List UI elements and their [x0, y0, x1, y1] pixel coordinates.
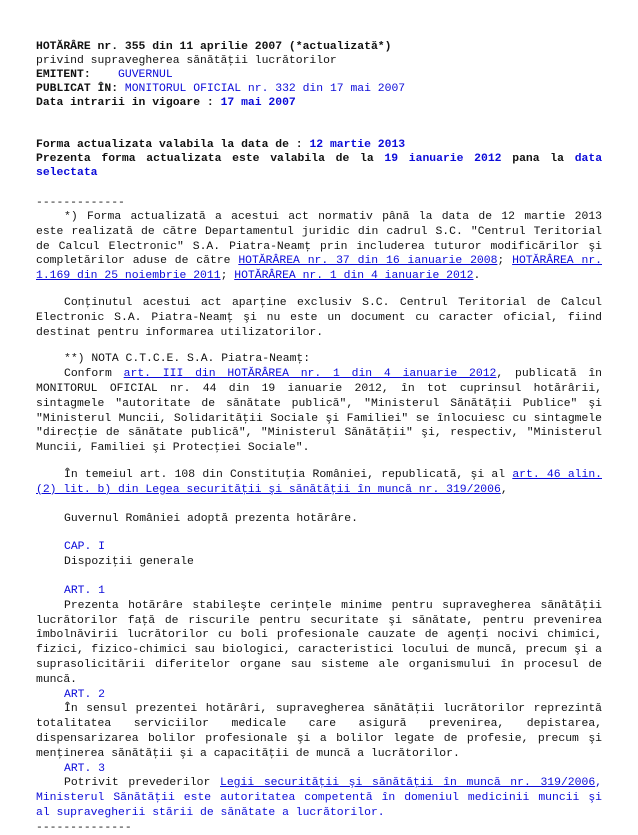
note-sep-1: ;: [497, 255, 513, 268]
version-range: [36, 152, 602, 180]
emitent-label: EMITENT:: [36, 69, 91, 81]
chapter-1-title: Dispoziţii generale: [64, 556, 194, 569]
article-1-text: Prezenta hotărâre stabileşte cerinţele minime pentru supravegherea sănătăţii lucrătorilor faţă de riscurile pentru securitate şi sănătate, pentru prevenirea îmbolnăvirii lucrătorilor cu boli profesionale cauzate de agenţi nocivi chimici, fizici, fizico-chimici sau biologici, caracteristici locului de muncă, precum şi a suprasolicitării diferitelor organe sau sisteme ale organismului în procesul de muncă.: [36, 599, 602, 686]
version-info: [36, 138, 602, 180]
note-sep-2: ;: [220, 270, 235, 283]
link-art-iii-hotarare-1-2012[interactable]: art. III din HOTĂRÂREA nr. 1 din 4 ianuarie 2012: [123, 368, 497, 381]
link-legea-319-2006[interactable]: Legii securităţii şi sănătăţii în muncă nr. 319/2006: [220, 777, 596, 790]
document: [36, 40, 602, 835]
separator-top: -------------: [36, 197, 125, 209]
version-range-b: pana la: [512, 153, 564, 165]
publicat-value: MONITORUL OFICIAL nr. 332 din 17 mai 2007: [124, 83, 406, 95]
publicat-label: PUBLICAT ÎN:: [36, 83, 119, 95]
temei-text-a: În temeiul art. 108 din Constituţia României, republicată, şi al: [64, 468, 513, 481]
version-range-a: Prezenta forma actualizata este valabila de la: [36, 153, 374, 165]
article-3: [36, 762, 602, 821]
note-end: .: [473, 270, 481, 283]
note-actualizare-text: *) Forma actualizată a acestui act normativ până la data de 12 martie 2013 este realizată de către Departamentul juridic din cadrul S.C. "Centrul Teritorial de Calcul Electronic" S.A. Piatra-Neamţ prin includerea tuturor modificărilor şi completărilor aduse de către: [36, 211, 602, 268]
nota-text-b: , publicată în MONITORUL OFICIAL nr. 44 din 19 ianuarie 2012, în tot cuprinsul hotărârii, sintagmele "autoritate de sănătate publică", "Ministerul Sănătăţii Publice" şi "Ministerul Muncii, Solidarităţii Sociale şi Familiei" se înlocuiesc cu sintagmele "direcţie de sănătate publică", "Ministerul Sănătăţii" şi, respectiv, "Ministerul Muncii, Familiei şi Protecţiei Sociale".: [36, 368, 603, 455]
document-title: HOTĂRÂRE nr. 355 din 11 aprilie 2007 (*actualizată*): [36, 41, 392, 53]
note-actualizare: [36, 210, 602, 284]
article-3-text-a: Potrivit prevederilor: [64, 777, 221, 790]
link-hotarare-1169-2011[interactable]: HOTĂRÂREA nr. 1.169 din 25 noiembrie 2011: [36, 255, 602, 283]
intrare-value: 17 mai 2007: [220, 97, 296, 109]
article-3-label: ART. 3: [64, 762, 106, 775]
link-hotarare-37-2008[interactable]: HOTĂRÂREA nr. 37 din 16 ianuarie 2008: [238, 255, 498, 268]
chapter-1-label: CAP. I: [64, 541, 106, 554]
version-label: Forma actualizata valabila la data de :: [36, 139, 303, 151]
document-header: [36, 40, 602, 110]
nota-text-a: Conform: [64, 368, 124, 381]
temei-legal: [36, 468, 602, 498]
version-date-row: [36, 138, 602, 152]
link-art-46-legea-319-2006[interactable]: art. 46 alin. (2) lit. b) din Legea securităţii şi sănătăţii în muncă nr. 319/2006: [36, 468, 602, 496]
temei-text-b: ,: [500, 483, 508, 496]
document-subtitle: privind supravegherea sănătăţii lucrătorilor: [36, 55, 337, 67]
intrare-row: [36, 96, 602, 110]
article-1-label: ART. 1: [64, 584, 106, 597]
publicat-row: [36, 82, 602, 96]
adopta-text: Guvernul României adoptă prezenta hotărâre.: [64, 512, 358, 525]
article-2: [36, 688, 602, 762]
intrare-label: Data intrarii in vigoare :: [36, 97, 214, 109]
nota-heading: **) NOTA C.T.C.E. S.A. Piatra-Neamţ:: [64, 353, 311, 366]
article-3-text: [36, 776, 602, 820]
nota-ctce: [36, 352, 602, 456]
article-2-label: ART. 2: [64, 688, 106, 701]
note-continut: Conţinutul acestui act aparţine exclusiv S.C. Centrul Teritorial de Calcul Electronic S.A. Piatra-Neamţ şi nu este un document cu caracter oficial, fiind destinat pentru informarea utilizatorilor.: [36, 296, 602, 339]
chapter-1: [36, 540, 602, 570]
article-1: [36, 584, 602, 688]
separator-bottom: --------------: [36, 821, 132, 834]
emitent-row: [36, 68, 602, 82]
article-2-text: În sensul prezentei hotărâri, supravegherea sănătăţii lucrătorilor reprezintă totalitatea serviciilor medicale care asigură prevenirea, depistarea, dispensarizarea bolilor profesionale şi a bolilor legate de profesie, precum şi menţinerea sănătăţii şi a capacităţii de muncă a lucrătorilor.: [36, 703, 602, 760]
article-3-text-b: , Ministerul Sănătăţii este autoritatea competentă în domeniul medicinii muncii şi al supravegherii stării de sănătate a lucrătorilor.: [36, 777, 602, 819]
version-range-date: 19 ianuarie 2012: [384, 153, 502, 165]
link-hotarare-1-2012[interactable]: HOTĂRÂREA nr. 1 din 4 ianuarie 2012: [234, 270, 474, 283]
emitent-value: GUVERNUL: [118, 69, 173, 81]
version-date: 12 martie 2013: [309, 139, 406, 151]
version-range-c: data selectata: [36, 153, 603, 179]
nota-body: [36, 367, 602, 456]
